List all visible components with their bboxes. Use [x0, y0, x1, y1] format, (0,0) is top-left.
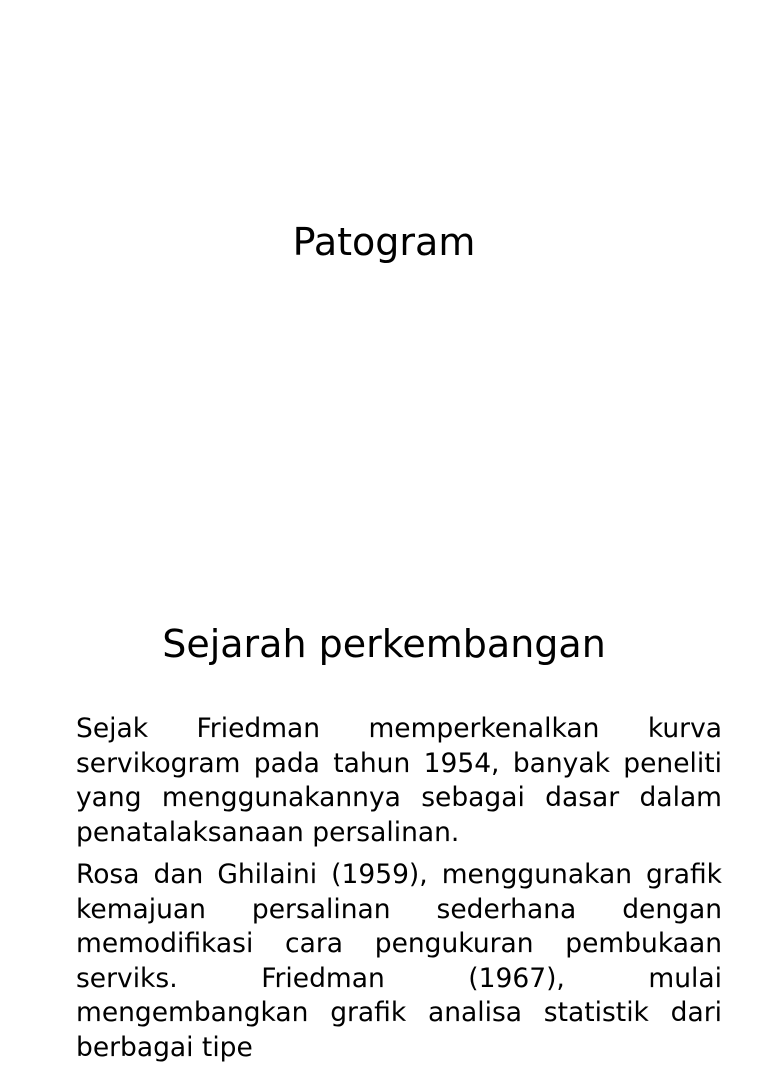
section-heading: Sejarah perkembangan	[162, 622, 606, 666]
body-text	[76, 712, 722, 1073]
slide-content	[0, 576, 768, 1063]
paragraph: Rosa dan Ghilaini (1959), menggunakan grafik kemajuan persalinan sederhana dengan memodifikasi cara pengukuran pembukaan serviks. Friedman (1967), mulai mengembangkan grafik analisa statistik dari berbagai tipe	[76, 859, 722, 1063]
slide-title-heading: Patogram	[292, 220, 476, 264]
paragraph: Sejak Friedman memperkenalkan kurva servikogram pada tahun 1954, banyak peneliti yang menggunakannya sebagai dasar dalam penatalaksanaan persalinan.	[76, 713, 722, 848]
